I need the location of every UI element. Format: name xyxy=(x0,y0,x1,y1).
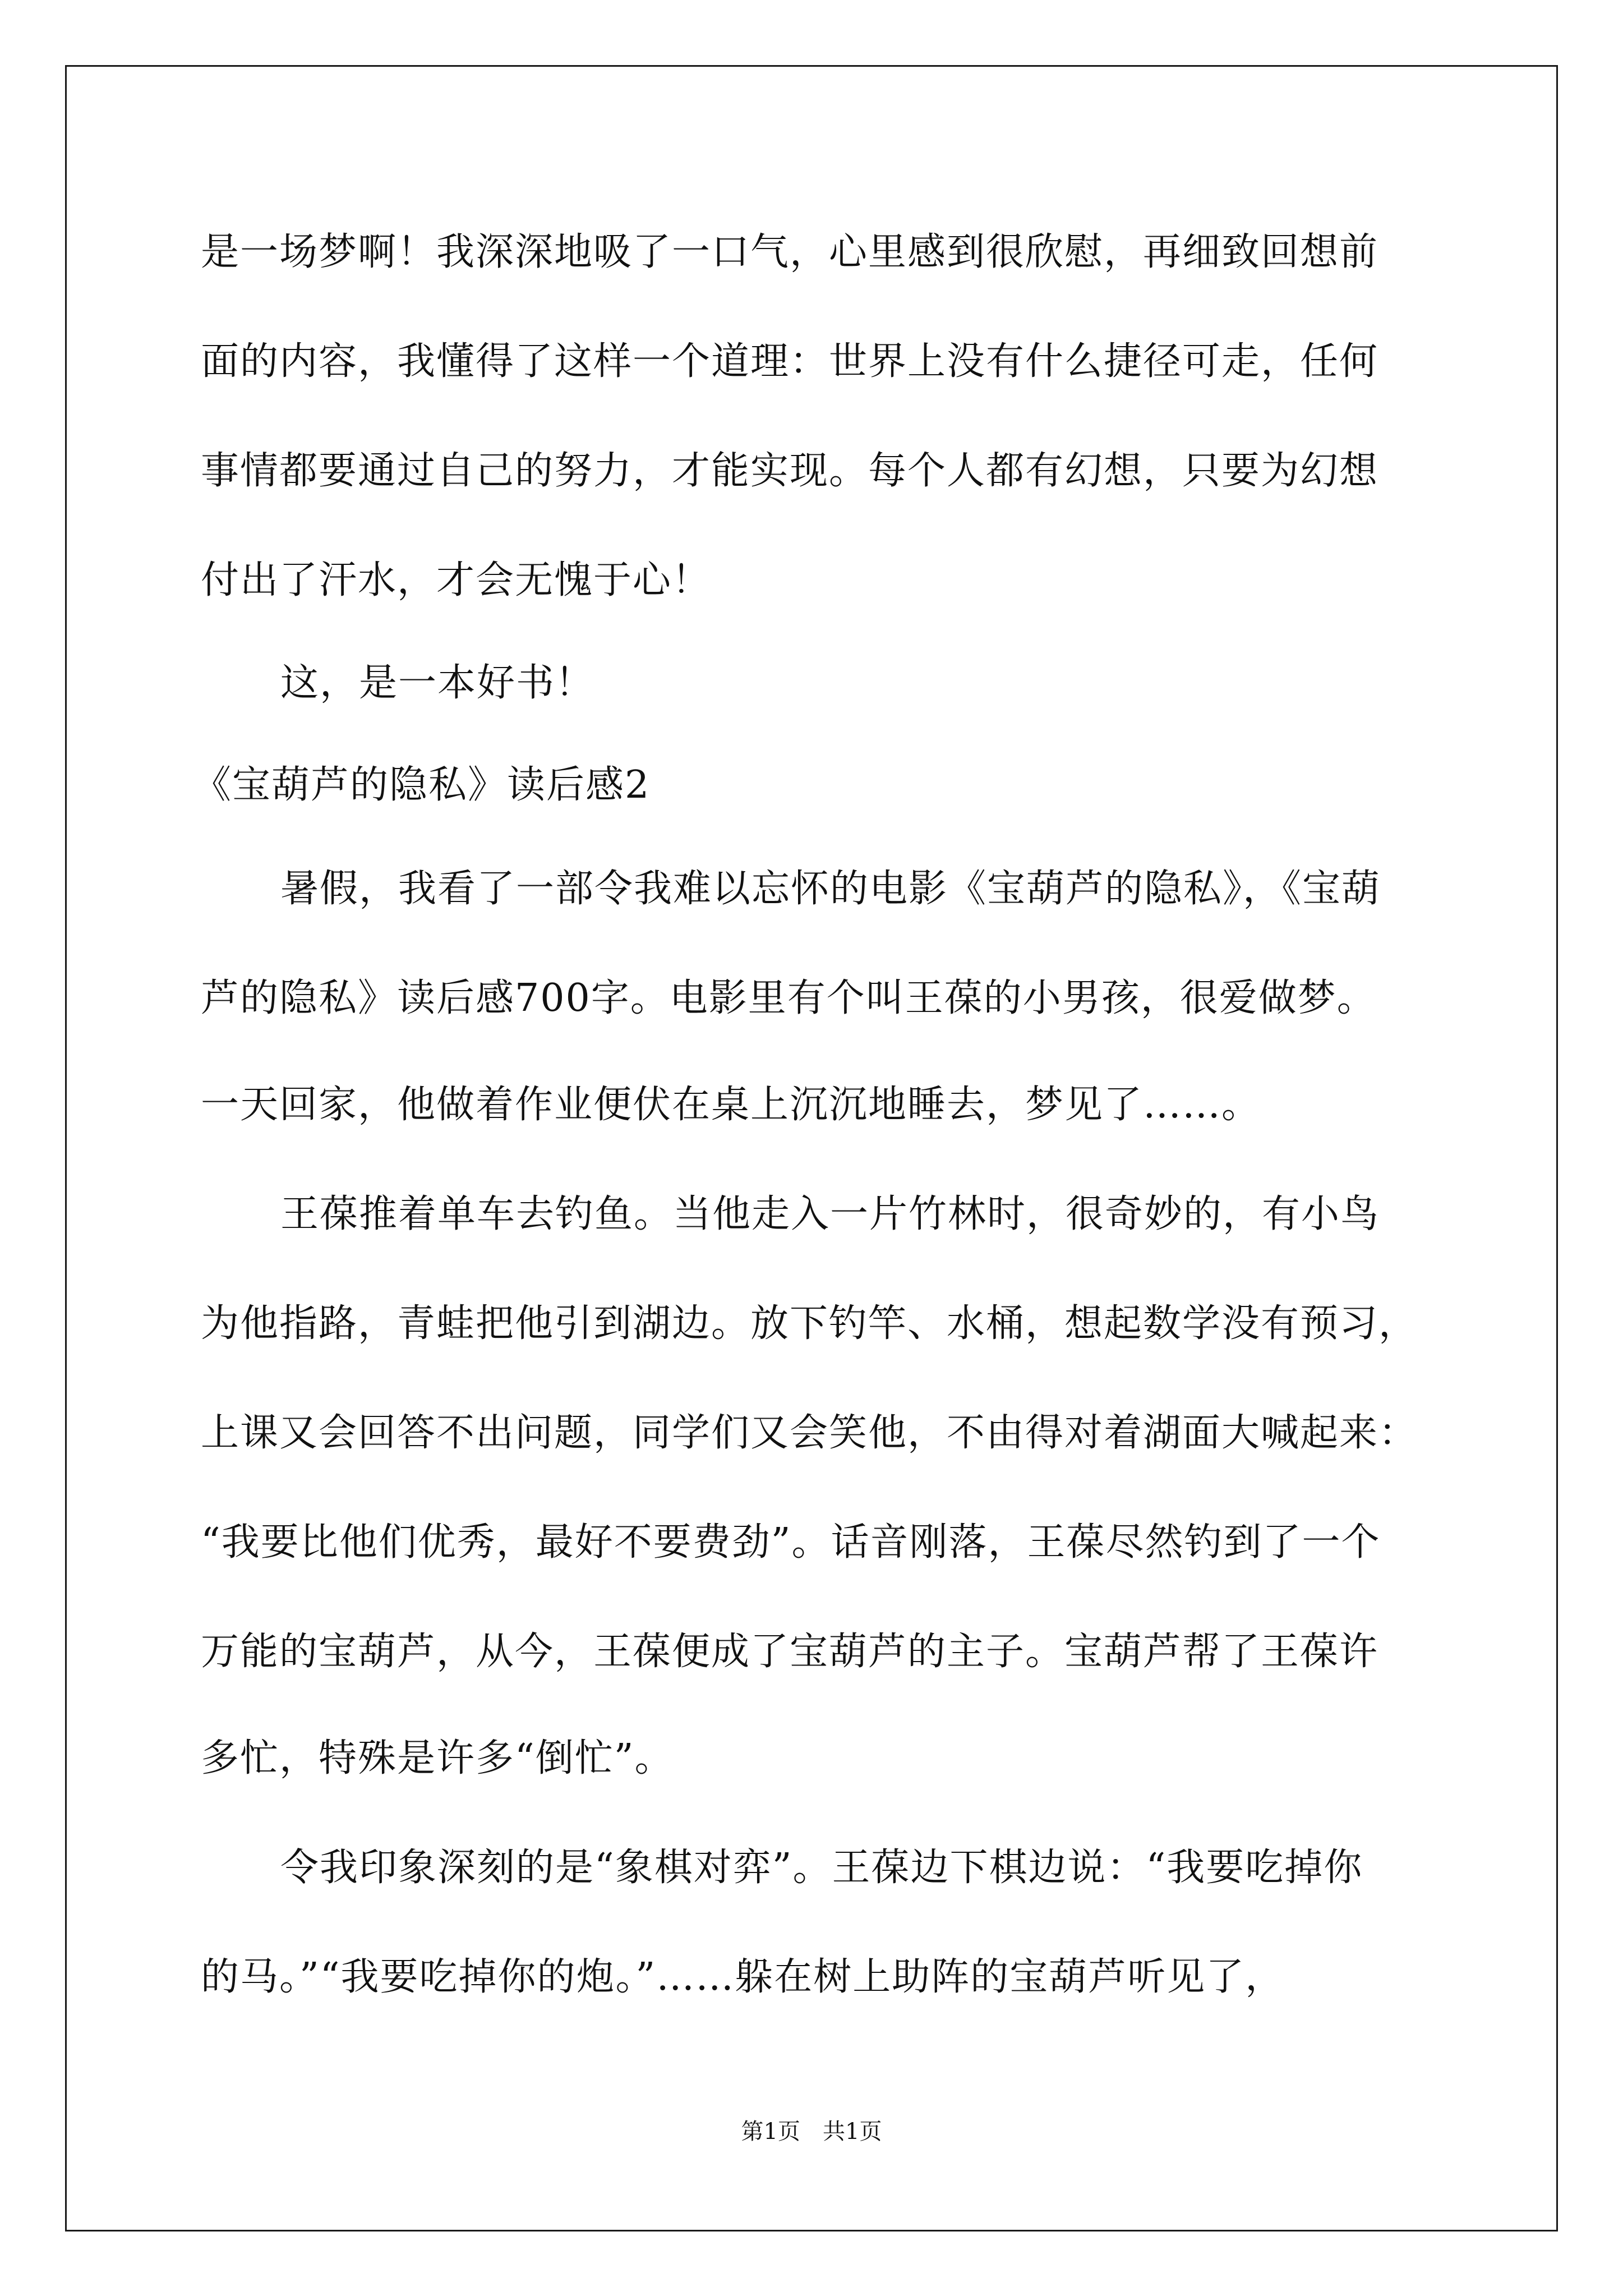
text-line: 的马。”“我要吃掉你的炮。”……躲在树上助阵的宝葫芦听见了， xyxy=(201,1955,1285,1999)
text-line: 面的内容，我懂得了这样一个道理：世界上没有什么捷径可走，任何 xyxy=(201,339,1379,384)
text-line: 这，是一本好书！ xyxy=(280,661,595,705)
text-line: 万能的宝葫芦，从今，王葆便成了宝葫芦的主子。宝葫芦帮了王葆许 xyxy=(201,1630,1379,1674)
text-line: 多忙，特殊是许多“倒忙”。 xyxy=(201,1736,674,1780)
text-line: 芦的隐私》读后感700字。电影里有个叫王葆的小男孩，很爱做梦。 xyxy=(201,976,1376,1020)
section-heading: 《宝葫芦的隐私》读后感2 xyxy=(193,763,651,807)
text-line: 上课又会回答不出问题，同学们又会笑他，不由得对着湖面大喊起来： xyxy=(201,1411,1418,1455)
text-line: “我要比他们优秀，最好不要费劲”。话音刚落，王葆尽然钓到了一个 xyxy=(201,1520,1381,1565)
text-line: 是一场梦啊！我深深地吸了一口气，心里感到很欣慰，再细致回想前 xyxy=(201,230,1379,274)
text-line: 一天回家，他做着作业便伏在桌上沉沉地睡去，梦见了……。 xyxy=(201,1083,1261,1127)
text-line: 王葆推着单车去钓鱼。当他走入一片竹林时，很奇妙的，有小鸟 xyxy=(280,1192,1380,1236)
text-line: 为他指路，青蛙把他引到湖边。放下钓竿、水桶，想起数学没有预习， xyxy=(201,1301,1418,1346)
text-line: 令我印象深刻的是“象棋对弈”。王葆边下棋边说：“我要吃掉你 xyxy=(280,1846,1363,1890)
page-border xyxy=(65,65,1558,2231)
text-line: 暑假，我看了一部令我难以忘怀的电影《宝葫芦的隐私》，《宝葫 xyxy=(280,867,1381,911)
text-line: 事情都要通过自己的努力，才能实现。每个人都有幻想，只要为幻想 xyxy=(201,449,1379,493)
page-number: 第1页 共1页 xyxy=(741,2119,882,2145)
text-line: 付出了汗水，才会无愧于心！ xyxy=(201,558,712,602)
